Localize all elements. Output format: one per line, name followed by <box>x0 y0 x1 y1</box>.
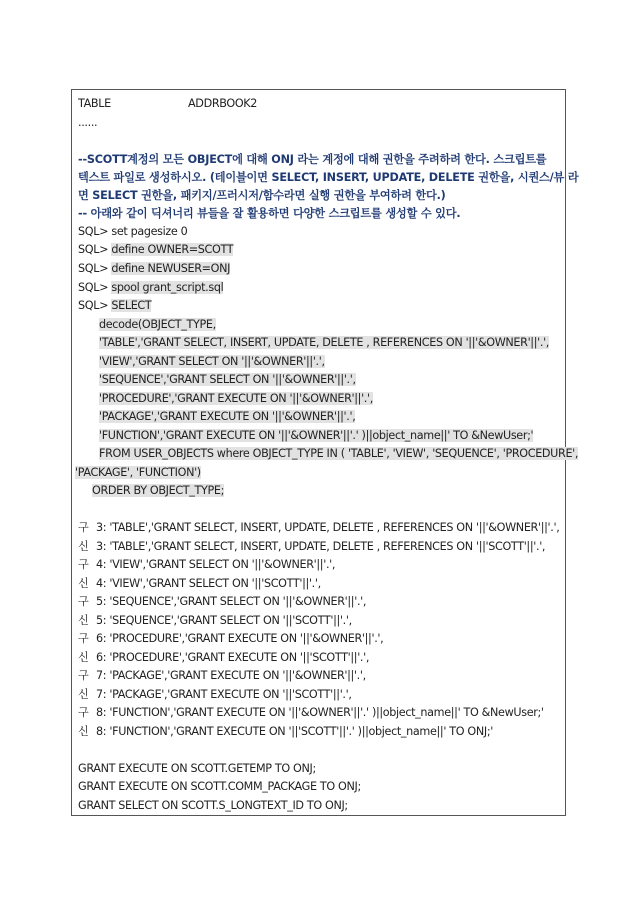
substitution-line: 구 5: 'SEQUENCE','GRANT SELECT ON '||'&OWNER'||'.', <box>78 595 367 608</box>
table-name: ADDRBOOK2 <box>188 97 258 110</box>
substitution-line: 신 3: 'TABLE','GRANT SELECT, INSERT, UPDATE, DELETE , REFERENCES ON '||'SCOTT'||'.', <box>78 540 546 553</box>
query-line: 'PACKAGE','GRANT EXECUTE ON '||'&OWNER'||'.', <box>99 410 356 423</box>
sql-command-line <box>78 299 151 313</box>
substitution-line: 구 4: 'VIEW','GRANT SELECT ON '||'&OWNER'||'.', <box>78 558 336 571</box>
query-line: 'VIEW','GRANT SELECT ON '||'&OWNER'||'.', <box>99 355 325 368</box>
query-line: ORDER BY OBJECT_TYPE; <box>92 484 225 497</box>
sql-prompt: SQL> <box>78 225 109 238</box>
ellipsis: ...... <box>78 116 98 129</box>
query-line: 'SEQUENCE','GRANT SELECT ON '||'&OWNER'||'.', <box>99 373 356 386</box>
substitution-line: 신 6: 'PROCEDURE','GRANT EXECUTE ON '||'SCOTT'||'.', <box>78 651 370 664</box>
sql-prompt: SQL> <box>78 299 109 312</box>
sql-prompt: SQL> <box>78 243 109 256</box>
sql-command: SELECT <box>111 299 152 312</box>
substitution-line: 구 6: 'PROCEDURE','GRANT EXECUTE ON '||'&OWNER'||'.', <box>78 632 384 645</box>
sql-prompt: SQL> <box>78 281 109 294</box>
substitution-line: 구 8: 'FUNCTION','GRANT EXECUTE ON '||'&OWNER'||'.' )||object_name||' TO &NewUser;' <box>78 706 544 719</box>
sql-command-line <box>78 281 223 295</box>
query-line: 'FUNCTION','GRANT EXECUTE ON '||'&OWNER'||'.' )||object_name||' TO &NewUser;' <box>99 429 534 442</box>
grant-statement: GRANT EXECUTE ON SCOTT.COMM_PACKAGE TO ONJ; <box>78 780 361 793</box>
sql-command: define NEWUSER=ONJ <box>111 262 231 275</box>
comment-line: 면 SELECT 권한을, 패키지/프러시저/함수라면 실행 권한을 부여하려 한다.) <box>78 189 446 202</box>
document-box <box>71 89 579 816</box>
query-line: FROM USER_OBJECTS where OBJECT_TYPE IN ( 'TABLE', 'VIEW', 'SEQUENCE', 'PROCEDURE', <box>99 447 579 460</box>
table-label: TABLE <box>78 97 111 110</box>
sql-command: set pagesize 0 <box>111 225 188 238</box>
substitution-line: 구 3: 'TABLE','GRANT SELECT, INSERT, UPDATE, DELETE , REFERENCES ON '||'&OWNER'||'.', <box>78 521 560 534</box>
substitution-line: 신 7: 'PACKAGE','GRANT EXECUTE ON '||'SCOTT'||'.', <box>78 688 352 701</box>
substitution-line: 신 5: 'SEQUENCE','GRANT SELECT ON '||'SCOTT'||'.', <box>78 614 352 627</box>
comment-line: 텍스트 파일로 생성하시오. (테이블이면 SELECT, INSERT, UPDATE, DELETE 권한을, 시퀀스/뷰 라 <box>78 171 579 184</box>
query-line: 'PROCEDURE','GRANT EXECUTE ON '||'&OWNER'||'.', <box>99 392 373 405</box>
sql-prompt: SQL> <box>78 262 109 275</box>
sql-command: define OWNER=SCOTT <box>111 243 234 256</box>
query-line: decode(OBJECT_TYPE, <box>99 318 216 331</box>
comment-line: --SCOTT계정의 모든 OBJECT에 대해 ONJ 라는 계정에 대해 권한을 주려하려 한다. 스크립트를 <box>78 153 547 166</box>
sql-command-line <box>78 243 233 257</box>
comment-line: -- 아래와 같이 딕셔너리 뷰들을 잘 활용하면 다양한 스크립트를 생성할 수 있다. <box>78 207 461 220</box>
sql-command-line <box>78 225 187 239</box>
query-line: 'PACKAGE', 'FUNCTION') <box>75 466 201 479</box>
substitution-line: 신 8: 'FUNCTION','GRANT EXECUTE ON '||'SCOTT'||'.' )||object_name||' TO ONJ;' <box>78 725 493 738</box>
table-header-line <box>78 97 258 111</box>
substitution-line: 신 4: 'VIEW','GRANT SELECT ON '||'SCOTT'||'.', <box>78 577 321 590</box>
grant-statement: GRANT SELECT ON SCOTT.S_LONGTEXT_ID TO ONJ; <box>78 799 348 812</box>
sql-command: spool grant_script.sql <box>111 281 224 294</box>
substitution-line: 구 7: 'PACKAGE','GRANT EXECUTE ON '||'&OWNER'||'.', <box>78 669 366 682</box>
query-line: 'TABLE','GRANT SELECT, INSERT, UPDATE, DELETE , REFERENCES ON '||'&OWNER'||'.', <box>99 336 550 349</box>
grant-statement: GRANT EXECUTE ON SCOTT.GETEMP TO ONJ; <box>78 762 316 775</box>
sql-command-line <box>78 262 230 276</box>
